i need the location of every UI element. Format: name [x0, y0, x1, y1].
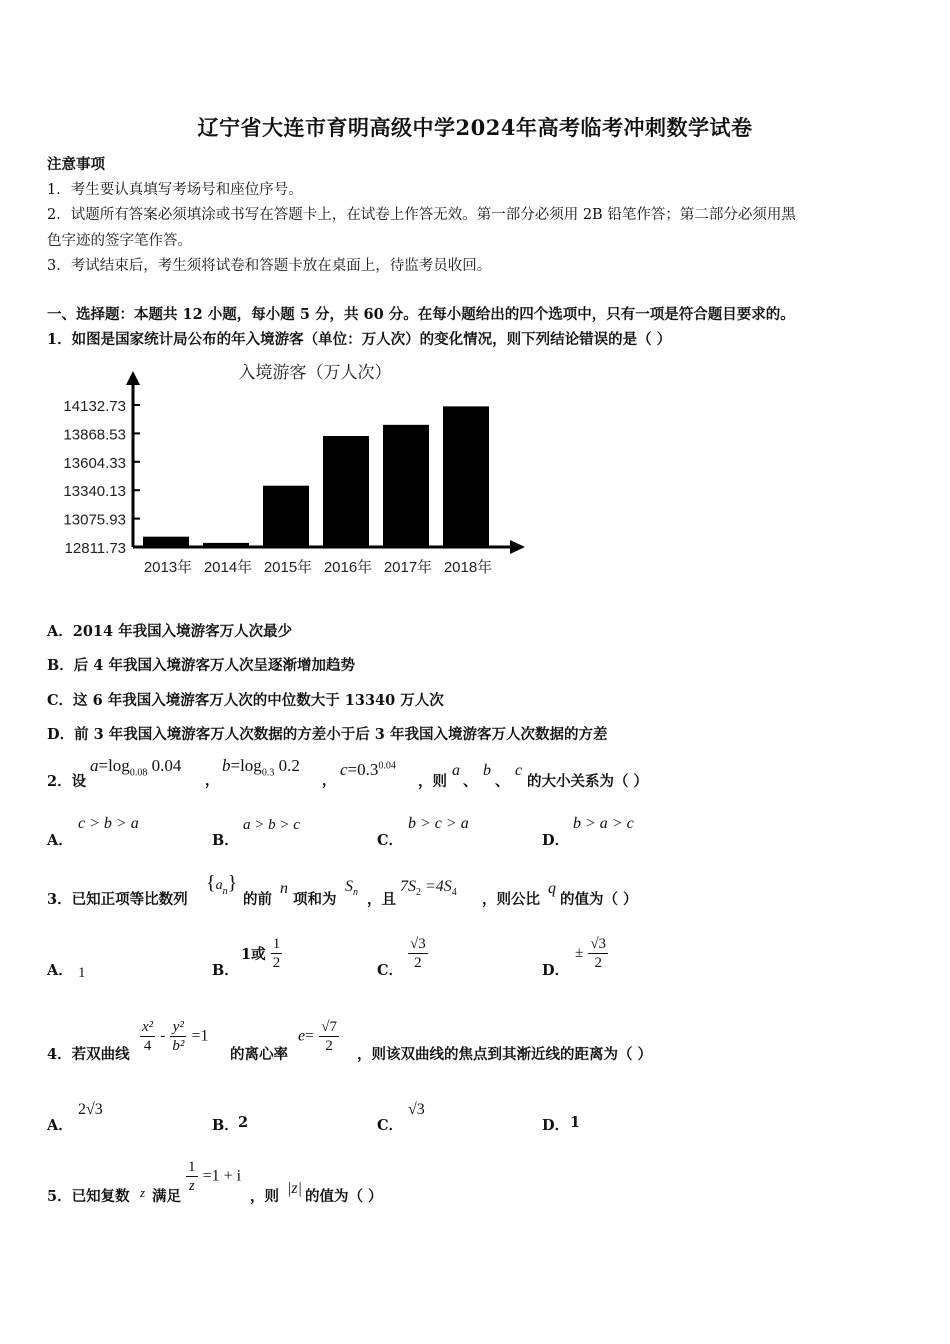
- q5-abs-z: |z|: [287, 1180, 303, 1197]
- y-tick-label: 13075.93: [63, 511, 126, 529]
- q1-option-b: B．后 4 年我国入境游客万人次呈逐渐增加趋势: [47, 657, 355, 674]
- notice-item-2-cont: 色字迹的签字笔作答。: [47, 233, 192, 249]
- bar-2015年: [263, 486, 309, 547]
- q3-option-d: ± $\frac{√3}{2}$: [575, 936, 607, 971]
- q3-seq: $\{a_n\}$: [206, 872, 238, 897]
- q2-then: ，则: [418, 773, 447, 790]
- bar-2016年: [323, 436, 369, 547]
- q4-num: 4．若双曲线: [47, 1046, 130, 1063]
- q5-tail: 的值为（ ）: [305, 1188, 383, 1205]
- q4-tail: ，则该双曲线的焦点到其渐近线的距离为（ ）: [357, 1046, 653, 1063]
- x-tick-label: 2016年: [323, 559, 373, 576]
- q3-option-c: $\frac{√3}{2}$: [410, 936, 426, 971]
- q2-option-a: c > b > a: [78, 815, 139, 832]
- q2-b-def: $b=\log_{0.3}$ 0.2: [222, 756, 300, 779]
- page-title: 辽宁省大连市育明高级中学2024年高考临考冲刺数学试卷: [197, 115, 753, 140]
- bar-2017年: [383, 425, 429, 547]
- q2-option-c: b > c > a: [408, 815, 469, 832]
- q1-option-d: D．前 3 年我国入境游客万人次数据的方差小于后 3 年我国入境游客万人次数据的方差: [47, 726, 608, 743]
- bar-2013年: [143, 537, 189, 547]
- tourist-bar-chart: [40, 355, 540, 590]
- bar-2018年: [443, 406, 489, 547]
- q4-hyperbola: $\frac{\text{x²}}{4}$ - $\frac{\text{y²}}{\text{b²}}$ =1: [142, 1019, 209, 1054]
- q3-option-a: 1: [78, 965, 86, 981]
- x-tick-label: 2015年: [263, 559, 313, 576]
- q1-option-a: A．2014 年我国入境游客万人次最少: [47, 623, 293, 640]
- notice-heading: 注意事项: [47, 156, 105, 173]
- section-heading: 一、选择题：本题共 12 小题，每小题 5 分，共 60 分。在每小题给出的四个选项中，只有一项是符合题目要求的。: [47, 306, 795, 323]
- x-tick-label: 2014年: [203, 559, 253, 576]
- q3-tail: 的值为（ ）: [560, 891, 638, 908]
- q4-eccentricity: e= $\frac{√7}{2}$: [298, 1019, 337, 1054]
- y-tick-label: 13868.53: [63, 426, 126, 444]
- q4-option-b: 2: [238, 1114, 249, 1131]
- notice-item-2: 2．试题所有答案必须填涂或书写在答题卡上，在试卷上作答无效。第一部分必须用 2B 铅笔作答；第二部分必须用黑: [47, 207, 796, 223]
- q4-option-d: 1: [570, 1114, 581, 1131]
- y-tick-label: 13340.13: [63, 483, 126, 501]
- y-tick-label: 13604.33: [63, 454, 126, 472]
- y-axis-arrow: [126, 371, 140, 385]
- q1-stem: 1．如图是国家统计局公布的年入境游客（单位：万人次）的变化情况，则下列结论错误的是（ ）: [47, 331, 672, 348]
- q2-num: 2．设: [47, 773, 87, 790]
- q5-num: 5．已知复数: [47, 1188, 130, 1205]
- q4-option-c: √3: [408, 1101, 425, 1118]
- q2-tail: 的大小关系为（ ）: [527, 773, 649, 790]
- x-axis-arrow: [510, 540, 525, 554]
- y-tick-label: 14132.73: [63, 398, 126, 415]
- y-tick-label: 12811.73: [64, 540, 126, 557]
- q1-option-c: C．这 6 年我国入境游客万人次的中位数大于 13340 万人次: [47, 692, 444, 709]
- q2-c-def: $c=0.3^{0.04}$: [340, 760, 396, 779]
- q3-num: 3．已知正项等比数列: [47, 891, 188, 908]
- notice-item-1: 1．考生要认真填写考场号和座位序号。: [47, 182, 303, 198]
- x-tick-label: 2013年: [143, 559, 193, 576]
- x-tick-label: 2017年: [383, 559, 433, 576]
- q5-equation: $\frac{1}{z}$ =1 + i: [188, 1159, 242, 1194]
- q4-option-a: 2√3: [78, 1101, 103, 1118]
- q3-equation: $7S_2 =4S_4$: [400, 878, 457, 899]
- chart-title: 入境游客（万人次）: [238, 363, 392, 382]
- q2-a-def: $a=\log_{0.08}$ 0.04: [90, 756, 182, 779]
- x-tick-label: 2018年: [443, 559, 493, 576]
- q3-option-b: 1或 $\frac{1}{2}$: [241, 936, 281, 971]
- notice-item-3: 3．考试结束后，考生须将试卷和答题卡放在桌面上，待监考员收回。: [47, 258, 492, 274]
- q2-option-b: a > b > c: [243, 817, 300, 833]
- q2-option-d: b > a > c: [573, 815, 634, 832]
